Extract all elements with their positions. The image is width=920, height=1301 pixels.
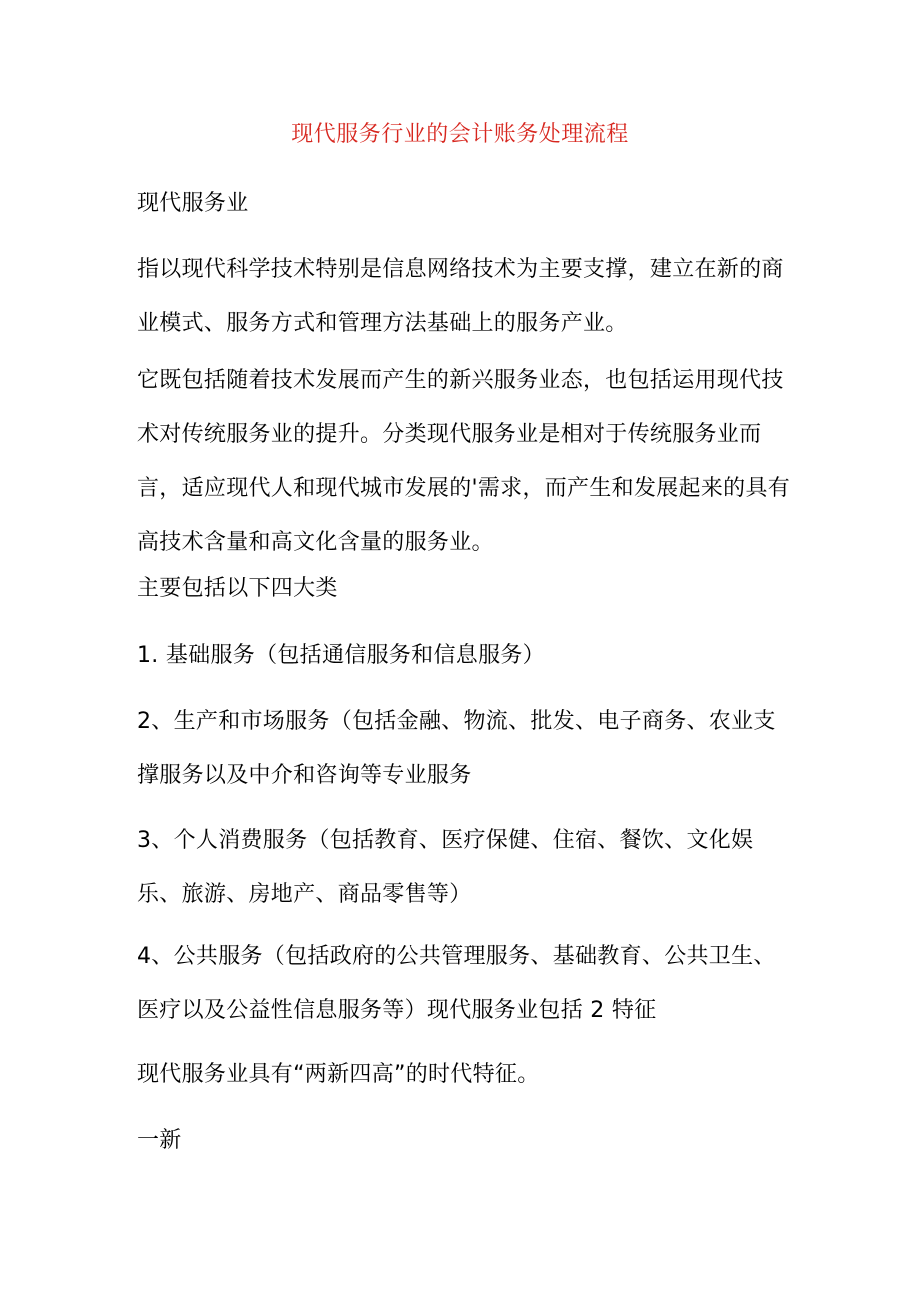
paragraph-definition: 指以现代科学技术特别是信息网络技术为主要支撑，建立在新的商业模式、服务方式和管理方法基础上的服务产业。	[137, 257, 784, 336]
list-item-production-market-service: 2、生产和市场服务（包括金融、物流、批发、电子商务、农业支撑服务以及中介和咨询等专业服务	[137, 709, 776, 788]
list-item-basic-service: 1. 基础服务（包括通信服务和信息服务）	[137, 643, 545, 668]
list-item-public-service: 4、公共服务（包括政府的公共管理服务、基础教育、公共卫生、医疗以及公益性信息服务等）现代服务业包括 2 特征	[137, 944, 776, 1023]
paragraph-four-categories-intro: 主要包括以下四大类	[137, 576, 338, 601]
list-item-personal-consumption-service: 3、个人消费服务（包括教育、医疗保健、住宿、餐饮、文化娱乐、旅游、房地产、商品零售等）	[137, 828, 754, 907]
paragraph-modern-service-heading: 现代服务业	[137, 191, 249, 216]
document-title: 现代服务行业的会计账务处理流程	[291, 122, 629, 147]
paragraph-first-new: 一新	[137, 1128, 182, 1153]
paragraph-era-feature: 现代服务业具有“两新四高”的时代特征。	[137, 1062, 540, 1087]
paragraph-scope: 它既包括随着技术发展而产生的新兴服务业态，也包括运用现代技术对传统服务业的提升。分类现代服务业是相对于传统服务业而言，适应现代人和现代城市发展的'需求，而产生和发展起来的具有高技术含量和高文化含量的服务业。	[137, 368, 791, 555]
